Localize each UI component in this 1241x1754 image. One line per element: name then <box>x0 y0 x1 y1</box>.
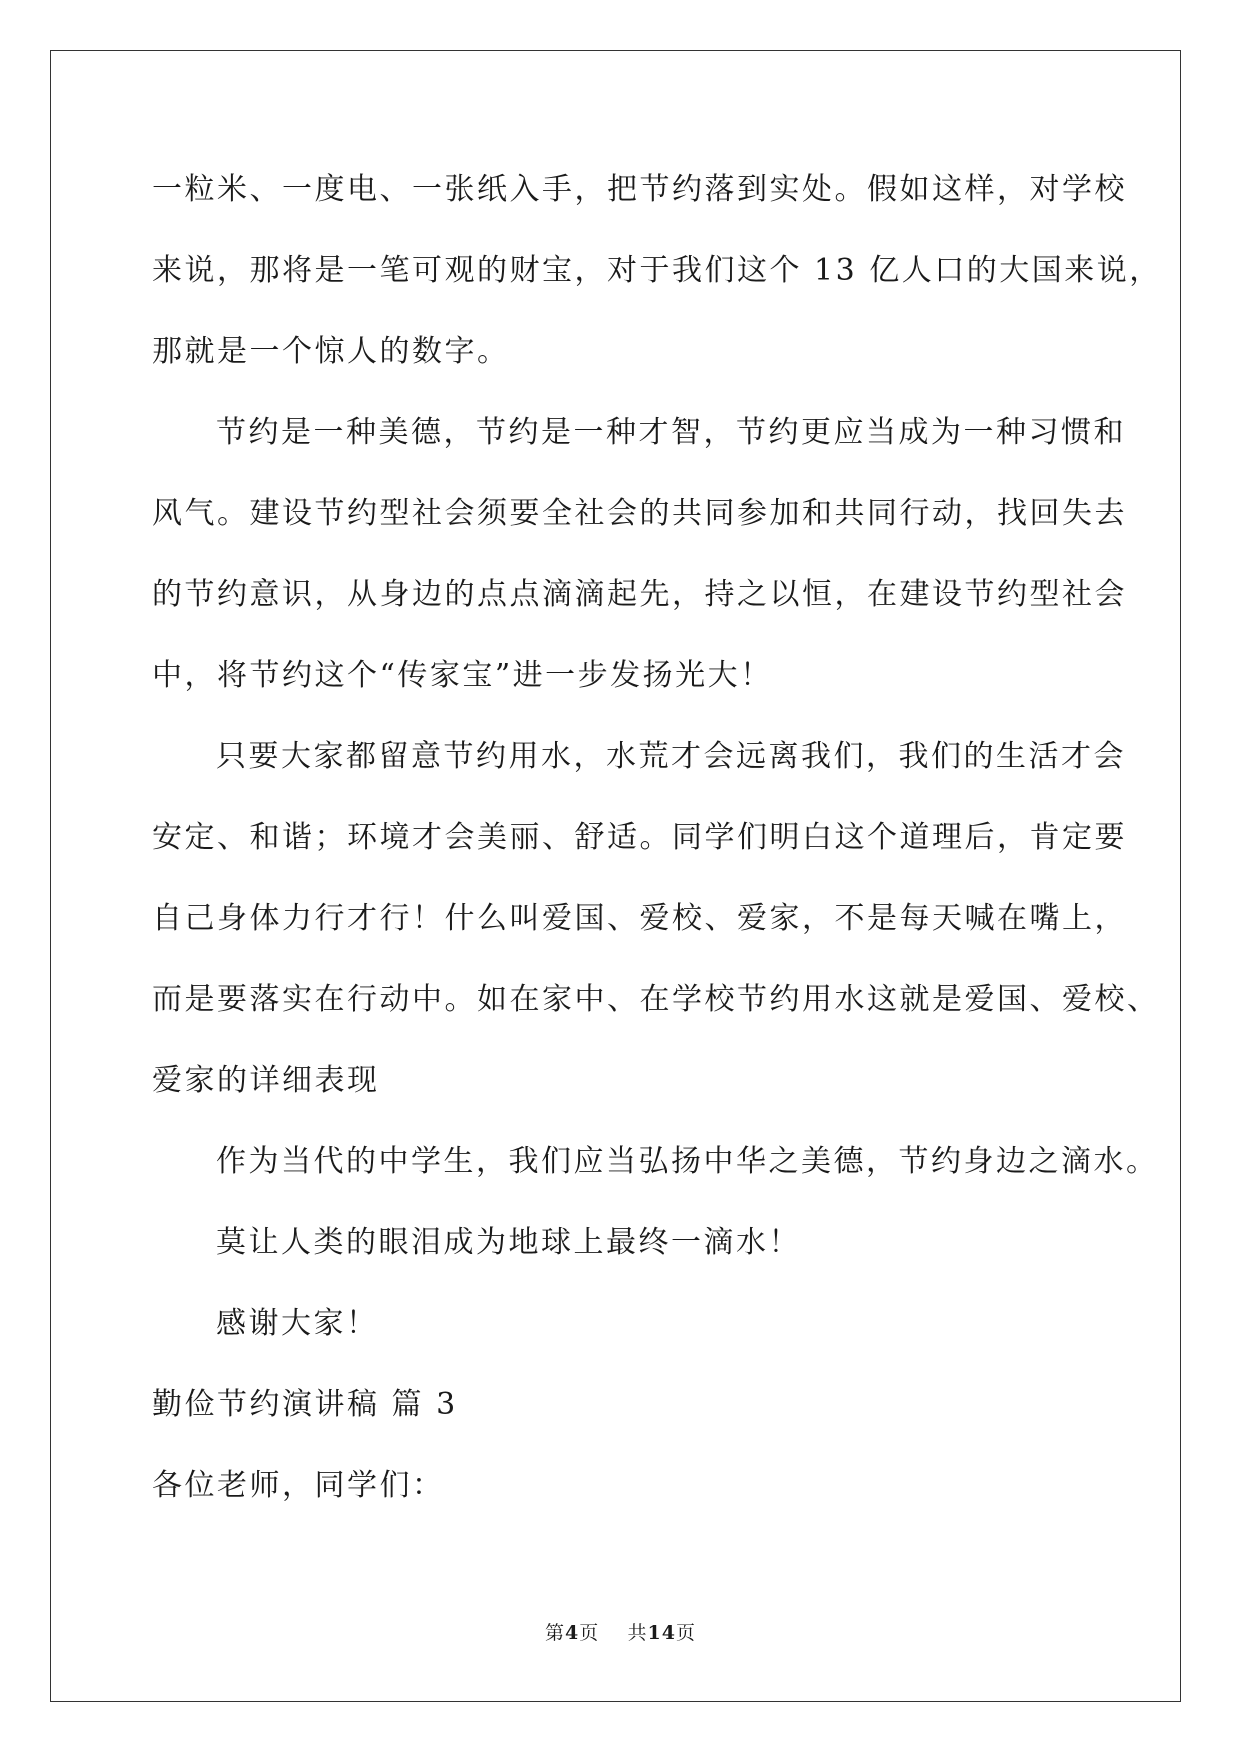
text-line: 风气。建设节约型社会须要全社会的共同参加和共同行动，找回失去 <box>152 496 1127 531</box>
document-body <box>152 160 1162 1537</box>
section-heading: 勤俭节约演讲稿 篇 3 <box>152 1387 458 1422</box>
paragraph-start: 莫让人类的眼泪成为地球上最终一滴水！ <box>216 1225 801 1260</box>
text-line: 而是要落实在行动中。如在家中、在学校节约用水这就是爱国、爱校、 <box>152 982 1160 1017</box>
paragraph-start: 节约是一种美德，节约是一种才智，节约更应当成为一种习惯和 <box>216 415 1126 450</box>
text-line: 来说，那将是一笔可观的财宝，对于我们这个 13 亿人口的大国来说， <box>152 253 1162 288</box>
text-line: 自己身体力行才行！什么叫爱国、爱校、爱家，不是每天喊在嘴上， <box>152 901 1127 936</box>
text-line: 一粒米、一度电、一张纸入手，把节约落到实处。假如这样，对学校 <box>152 172 1127 207</box>
text-line: 的节约意识，从身边的点点滴滴起先，持之以恒，在建设节约型社会 <box>152 577 1127 612</box>
footer-page-prefix: 第 <box>545 1622 566 1644</box>
closing-thanks: 感谢大家！ <box>216 1306 379 1341</box>
paragraph-start: 只要大家都留意节约用水，水荒才会远离我们，我们的生活才会 <box>216 739 1126 774</box>
current-page-number: 4 <box>565 1622 580 1644</box>
footer-total-prefix: 共 <box>627 1622 648 1644</box>
text-line: 爱家的详细表现 <box>152 1063 380 1098</box>
text-line: 那就是一个惊人的数字。 <box>152 334 510 369</box>
total-page-count: 14 <box>647 1622 676 1644</box>
page-footer <box>0 1618 1241 1645</box>
text-line: 安定、和谐；环境才会美丽、舒适。同学们明白这个道理后，肯定要 <box>152 820 1127 855</box>
paragraph-start: 作为当代的中学生，我们应当弘扬中华之美德，节约身边之滴水。 <box>216 1144 1159 1179</box>
footer-page-suffix: 页 <box>579 1622 600 1644</box>
footer-total-suffix: 页 <box>675 1622 696 1644</box>
text-line: 中，将节约这个“传家宝”进一步发扬光大！ <box>152 658 773 693</box>
salutation: 各位老师，同学们： <box>152 1468 445 1503</box>
